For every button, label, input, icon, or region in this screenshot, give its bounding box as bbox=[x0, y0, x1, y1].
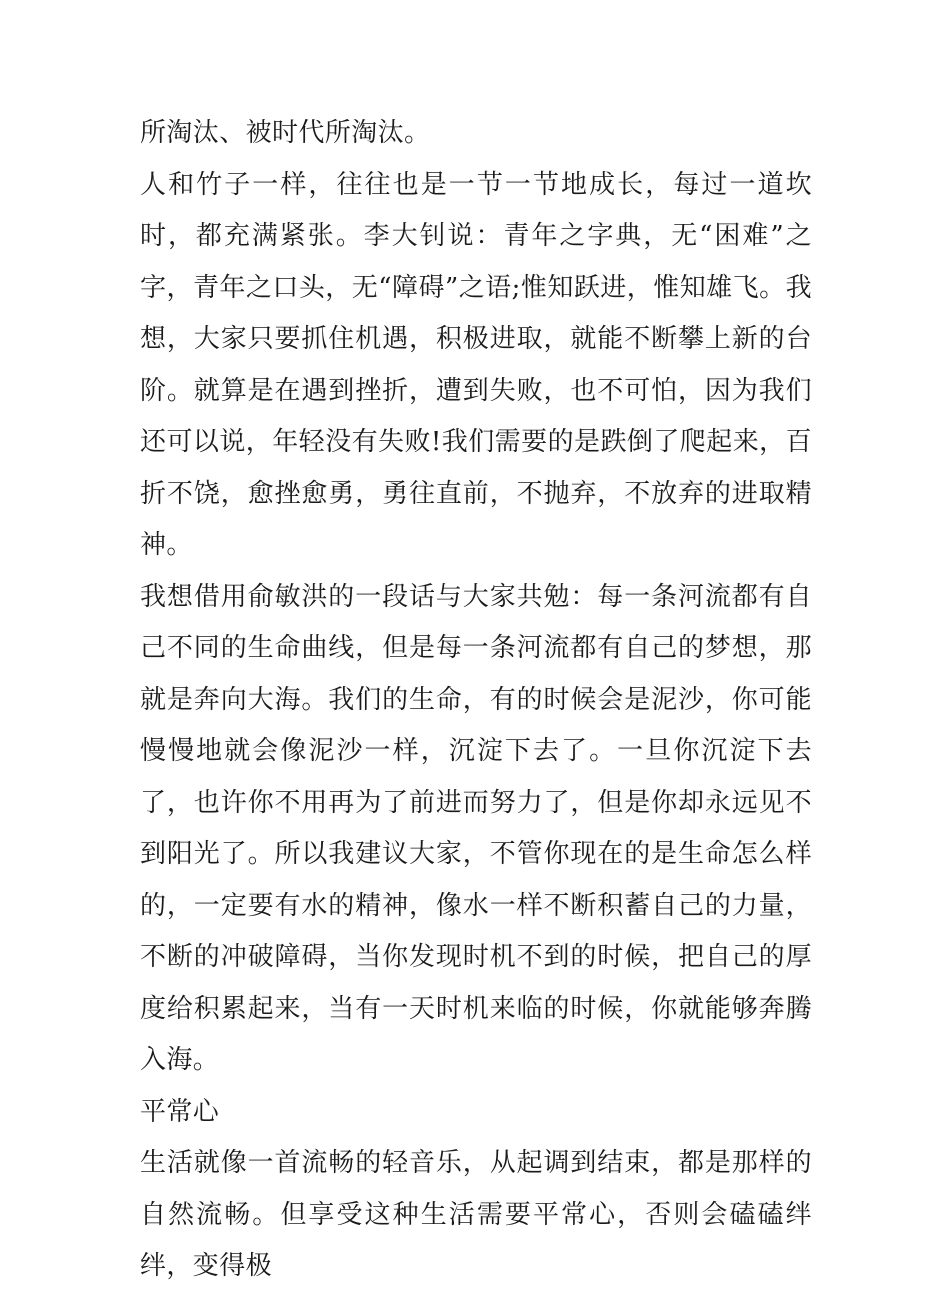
paragraph-river-quote: 我想借用俞敏洪的一段话与大家共勉：每一条河流都有自己不同的生命曲线，但是每一条河流都有自己的梦想，那就是奔向大海。我们的生命，有的时候会是泥沙，你可能慢慢地就会像泥沙一样，沉淀下去了。一旦你沉淀下去了，也许你不用再为了前进而努力了，但是你却永远见不到阳光了。所以我建议大家，不管你现在的是生命怎么样的，一定要有水的精神，像水一样不断积蓄自己的力量，不断的冲破障碍，当你发现时机不到的时候，把自己的厚度给积累起来，当有一天时机来临的时候，你就能够奔腾入海。 bbox=[140, 581, 812, 1075]
document-body bbox=[140, 108, 812, 1293]
paragraph-bamboo-growth: 人和竹子一样，往往也是一节一节地成长，每过一道坎时，都充满紧张。李大钊说：青年之字典，无“困难”之字，青年之口头，无“障碍”之语;惟知跃进，惟知雄飞。我想，大家只要抓住机遇，积极进取，就能不断攀上新的台阶。就算是在遇到挫折，遭到失败，也不可怕，因为我们还可以说，年轻没有失败!我们需要的是跌倒了爬起来，百折不饶，愈挫愈勇，勇往直前，不抛弃，不放弃的进取精神。 bbox=[140, 169, 812, 560]
paragraph-ordinary-mind: 生活就像一首流畅的轻音乐，从起调到结束，都是那样的自然流畅。但享受这种生活需要平常心，否则会磕磕绊绊，变得极 bbox=[140, 1148, 812, 1281]
paragraph-continuation: 所淘汰、被时代所淘汰。 bbox=[140, 118, 431, 148]
section-heading: 平常心 bbox=[140, 1096, 220, 1127]
